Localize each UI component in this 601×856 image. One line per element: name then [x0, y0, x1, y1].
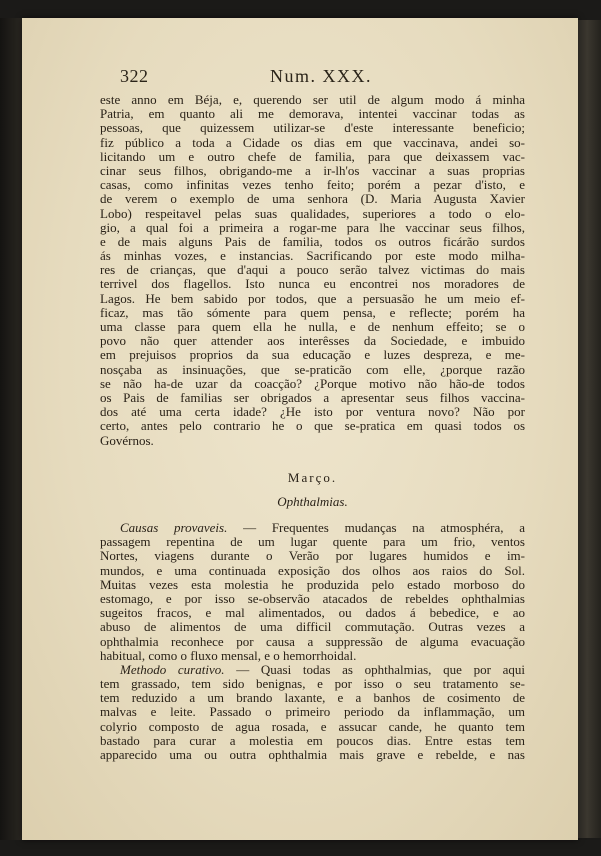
ophthalmia-text	[100, 521, 525, 762]
paragraph-lead: Methodo curativo.	[120, 662, 225, 677]
section-title-month: Março.	[287, 470, 338, 485]
text-line: este anno em Béja, e, querendo ser util de algum modo á minha	[100, 93, 525, 107]
text-line: em prejuisos proprios da sua educação e luzes despreza, e me-	[100, 348, 525, 363]
text-line: ficaz, mas tão sómente para quem pensa, e reflecte; porém ha	[100, 305, 525, 320]
text-line	[100, 663, 525, 677]
text-line: nosçaba as insinuações, que se-praticão com elle, ¿porque razão	[100, 362, 525, 377]
text-line-rest: — Frequentes mudanças na atmosphéra, a	[227, 521, 525, 535]
text-line: estomago, e por isso se-observão atacados de rebeldes ophthalmias	[100, 591, 525, 606]
text-line: e de mais alguns Pais de familia, todos os outros ficárão surdos	[100, 234, 525, 249]
text-line: res de crianças, que d'aqui a pouco serão talvez victimas do mais	[100, 263, 525, 278]
text-line: malvas e leite. Passado o primeiro periodo da inflammação, um	[100, 705, 525, 720]
text-line: bastado para curar a molestia em poucos dias. Entre estas tem	[100, 733, 525, 748]
text-line: os Pais de familias ser obrigados a apresentar seus filhos vaccina-	[100, 390, 525, 405]
text-line: Govérnos.	[100, 433, 154, 448]
text-line: de verem o exemplo de uma senhora (D. Maria Augusta Xavier	[100, 192, 525, 207]
text-line: ás minhas vozes, e instancias. Sacrificando por este modo milha-	[100, 249, 525, 264]
text-line: abuso de alimentos de uma difficil commutação. Outras vezes a	[100, 620, 525, 635]
text-line: Nortes, viagens durante o Verão por lugares humidos e im-	[100, 549, 525, 564]
text-line: tem reduzido a um brando laxante, e a banhos de cosimento de	[100, 691, 525, 706]
text-line: sugeitos fracos, e mal alimentados, ou dados á bebedice, e ao	[100, 606, 525, 621]
text-line: povo não quer attender aos interêsses da Sociedade, e imbuido	[100, 334, 525, 349]
text-line: mundos, e uma continuada exposição dos olhos aos raios do Sol.	[100, 563, 525, 578]
text-line: colyrio composto de agua rosada, e assucar cande, he quanto tem	[100, 719, 525, 734]
text-line: se não ha-de uzar da coacção? ¿Porque motivo não hão-de todos	[100, 376, 525, 391]
text-line: terrivel dos flagellos. Isto nunca eu encontrei nos moradores de	[100, 277, 525, 292]
page-header	[120, 66, 480, 96]
text-line: passagem repentina de um lugar quente para um frio, ventos	[100, 535, 525, 550]
text-line: cinar seus filhos, obrigando-me a ir-lh'os vaccinar a suas proprias	[100, 163, 525, 178]
text-line: Patria, em quanto ali me demorava, intentei vaccinar todas as	[100, 107, 525, 122]
subsection-title-ophthalmias: Ophthalmias.	[277, 494, 348, 509]
text-line: uma classe para quem ella he nulla, e de nenhum effeito; se o	[100, 320, 525, 334]
paragraph-causes	[100, 521, 525, 663]
running-head: Num. XXX.	[270, 66, 372, 86]
text-line: licitando um e outro chefe de familia, para que deixassem vac-	[100, 149, 525, 164]
text-line: apparecido uma ou outra ophthalmia mais grave e rebelde, e nas	[100, 748, 525, 762]
text-line: Lagos. He bem sabido por todos, que a persuasão he um meio ef-	[100, 291, 525, 306]
text-line-rest: — Quasi todas as ophthalmias, que por aqui	[224, 662, 525, 677]
text-line: casas, como infinitas vezes tenho feito; porém a pezar d'isto, e	[100, 178, 525, 193]
text-line: fiz público a toda a Cidade os dias em que vaccinava, andei so-	[100, 135, 525, 150]
text-line: certo, antes pelo contrario he o que se-pratica em quasi todos os	[100, 419, 525, 434]
paragraph-vaccination	[100, 93, 525, 448]
text-line: pessoas, que quizessem utilizar-se d'este interessante beneficio;	[100, 121, 525, 136]
page-number: 322	[120, 66, 149, 86]
text-line: habitual, como o fluxo mensal, e o hemorrhoidal.	[100, 648, 357, 663]
binding-gutter	[0, 18, 22, 840]
text-line: Lobo) respeitavel pelas suas qualidades, superiores a todo o elo-	[100, 206, 525, 221]
next-page-edge	[578, 20, 601, 838]
text-line: gio, a qual foi a primeira a rogar-me para lhe vaccinar seus filhos,	[100, 220, 525, 235]
paragraph-lead: Causas provaveis.	[120, 521, 228, 535]
text-line: ophthalmia reconhece por causa a suppressão de alguma evacuação	[100, 634, 525, 649]
text-line: dos até uma certa idade? ¿He isto por ventura novo? Não por	[100, 405, 525, 420]
text-line	[100, 521, 525, 535]
text-line: Muitas vezes esta molestia he produzida pelo estado morboso do	[100, 577, 525, 592]
text-line: tem grassado, tem sido benignas, e por isso o seu tratamento se-	[100, 677, 525, 692]
paragraph-treatment	[100, 663, 525, 762]
